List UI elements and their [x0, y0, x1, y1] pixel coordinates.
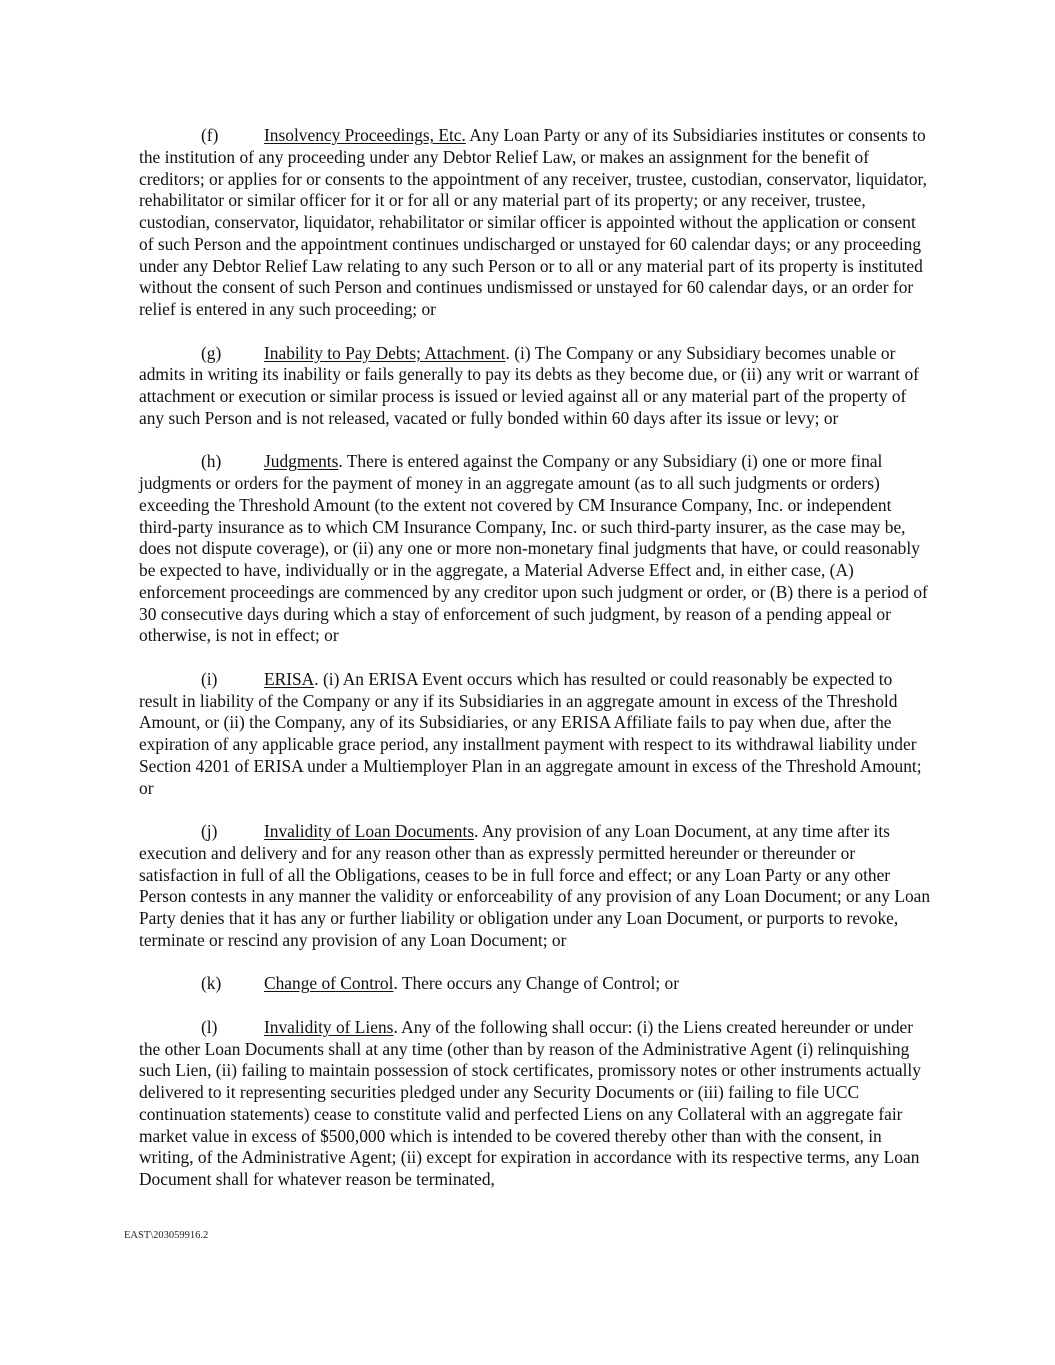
- paragraph-number: (j): [201, 821, 218, 841]
- paragraph-body: . There is entered against the Company or any Subsidiary (i) one or more final judgments or orders for the payment of money in an aggregate amount (as to all such judgments or orders) exceeding the Threshold Amount (to the extent not covered by CM Insurance Company, Inc. or independent third-party insurance as to which CM Insurance Company, Inc. or such third-party insurer, as the case may be, does not dispute coverage), or (ii) any one or more non-monetary final judgments that have, or could reasonably be expected to have, individually or in the aggregate, a Material Adverse Effect and, in either case, (A) enforcement proceedings are commenced by any creditor upon such judgment or order, or (B) there is a period of 30 consecutive days during which a stay of enforcement of such judgment, by reason of a pending appeal or otherwise, is not in effect; or: [139, 451, 928, 646]
- paragraph-number: (h): [201, 451, 222, 472]
- paragraph-i: [139, 669, 934, 800]
- paragraph-body: . Any of the following shall occur: (i) the Liens created hereunder or under the other Loan Documents shall at any time (other than by reason of the Administrative Agent (i) relinquishing such Lien, (ii) failing to maintain possession of stock certificates, promissory notes or other instruments actually delivered to it representing securities pledged under any Security Documents or (iii) failing to file UCC continuation statements) cease to constitute valid and perfected Liens on any Collateral with an aggregate fair market value in excess of $500,000 which is intended to be covered thereby other than with the consent, in writing, of the Administrative Agent; (ii) except for expiration in accordance with its respective terms, any Loan Document shall for whatever reason be terminated,: [139, 1016, 921, 1189]
- paragraph-heading: Change of Control: [264, 973, 394, 994]
- paragraph-heading: Invalidity of Loan Documents: [264, 821, 475, 841]
- document-id-footer: EAST\203059916.2: [124, 1230, 209, 1241]
- paragraph-heading: Judgments: [264, 451, 339, 472]
- paragraph-body: Any Loan Party or any of its Subsidiaries institutes or consents to the institution of any proceeding under any Debtor Relief Law, or makes an assignment for the benefit of creditors; or applies for or consents to the appointment of any receiver, trustee, custodian, conservator, liquidator, rehabilitator or similar officer for it or for all or any material part of its property; or any receiver, trustee, custodian, conservator, liquidator, rehabilitator or similar officer is appointed without the application or consent of such Person and the appointment continues undischarged or unstayed for 60 calendar days; or any proceeding under any Debtor Relief Law relating to any such Person or to all or any material part of its property is instituted without the consent of such Person and continues undismissed or unstayed for 60 calendar days, or an order for relief is entered in any such proceeding; or: [139, 125, 927, 319]
- paragraph-number: (g): [201, 342, 222, 363]
- paragraph-j: [139, 821, 934, 952]
- paragraph-number: (k): [201, 973, 222, 994]
- paragraph-body: . (i) The Company or any Subsidiary becomes unable or admits in writing its inability or fails generally to pay its debts as they become due, or (ii) any writ or warrant of attachment or execution or similar process is issued or levied against all or any material part of the property of any such Person and is not released, vacated or fully bonded within 60 days after its issue or levy; or: [139, 342, 919, 428]
- paragraph-l: [139, 1017, 934, 1191]
- paragraph-f: [139, 125, 934, 321]
- paragraph-number: (f): [201, 125, 219, 145]
- paragraph-heading: ERISA: [264, 668, 315, 689]
- paragraph-h: [139, 451, 934, 647]
- paragraph-k: [139, 973, 934, 995]
- paragraph-heading: Inability to Pay Debts; Attachment: [264, 342, 506, 363]
- paragraph-heading: Insolvency Proceedings, Etc.: [264, 125, 466, 145]
- paragraph-number: (l): [201, 1016, 218, 1037]
- document-page: [139, 125, 934, 1213]
- paragraph-number: (i): [201, 668, 218, 689]
- paragraph-body: . Any provision of any Loan Document, at any time after its execution and delivery and for any reason other than as expressly permitted hereunder or thereunder or satisfaction in full of all the Obligations, ceases to be in full force and effect; or any Loan Party or any other Person contests in any manner the validity or enforceability of any provision of any Loan Document; or any Loan Party denies that it has any or further liability or obligation under any Loan Document, or purports to revoke, terminate or rescind any provision of any Loan Document; or: [139, 821, 931, 950]
- paragraph-g: [139, 343, 934, 430]
- paragraph-body: . There occurs any Change of Control; or: [393, 973, 680, 994]
- paragraph-heading: Invalidity of Liens: [264, 1016, 394, 1037]
- paragraph-body: . (i) An ERISA Event occurs which has resulted or could reasonably be expected to result in liability of the Company or any if its Subsidiaries in an aggregate amount in excess of the Threshold Amount, or (ii) the Company, any of its Subsidiaries, or any ERISA Affiliate fails to pay when due, after the expiration of any applicable grace period, any installment payment with respect to its withdrawal liability under Section 4201 of ERISA under a Multiemployer Plan in an aggregate amount in excess of the Threshold Amount; or: [139, 668, 922, 798]
